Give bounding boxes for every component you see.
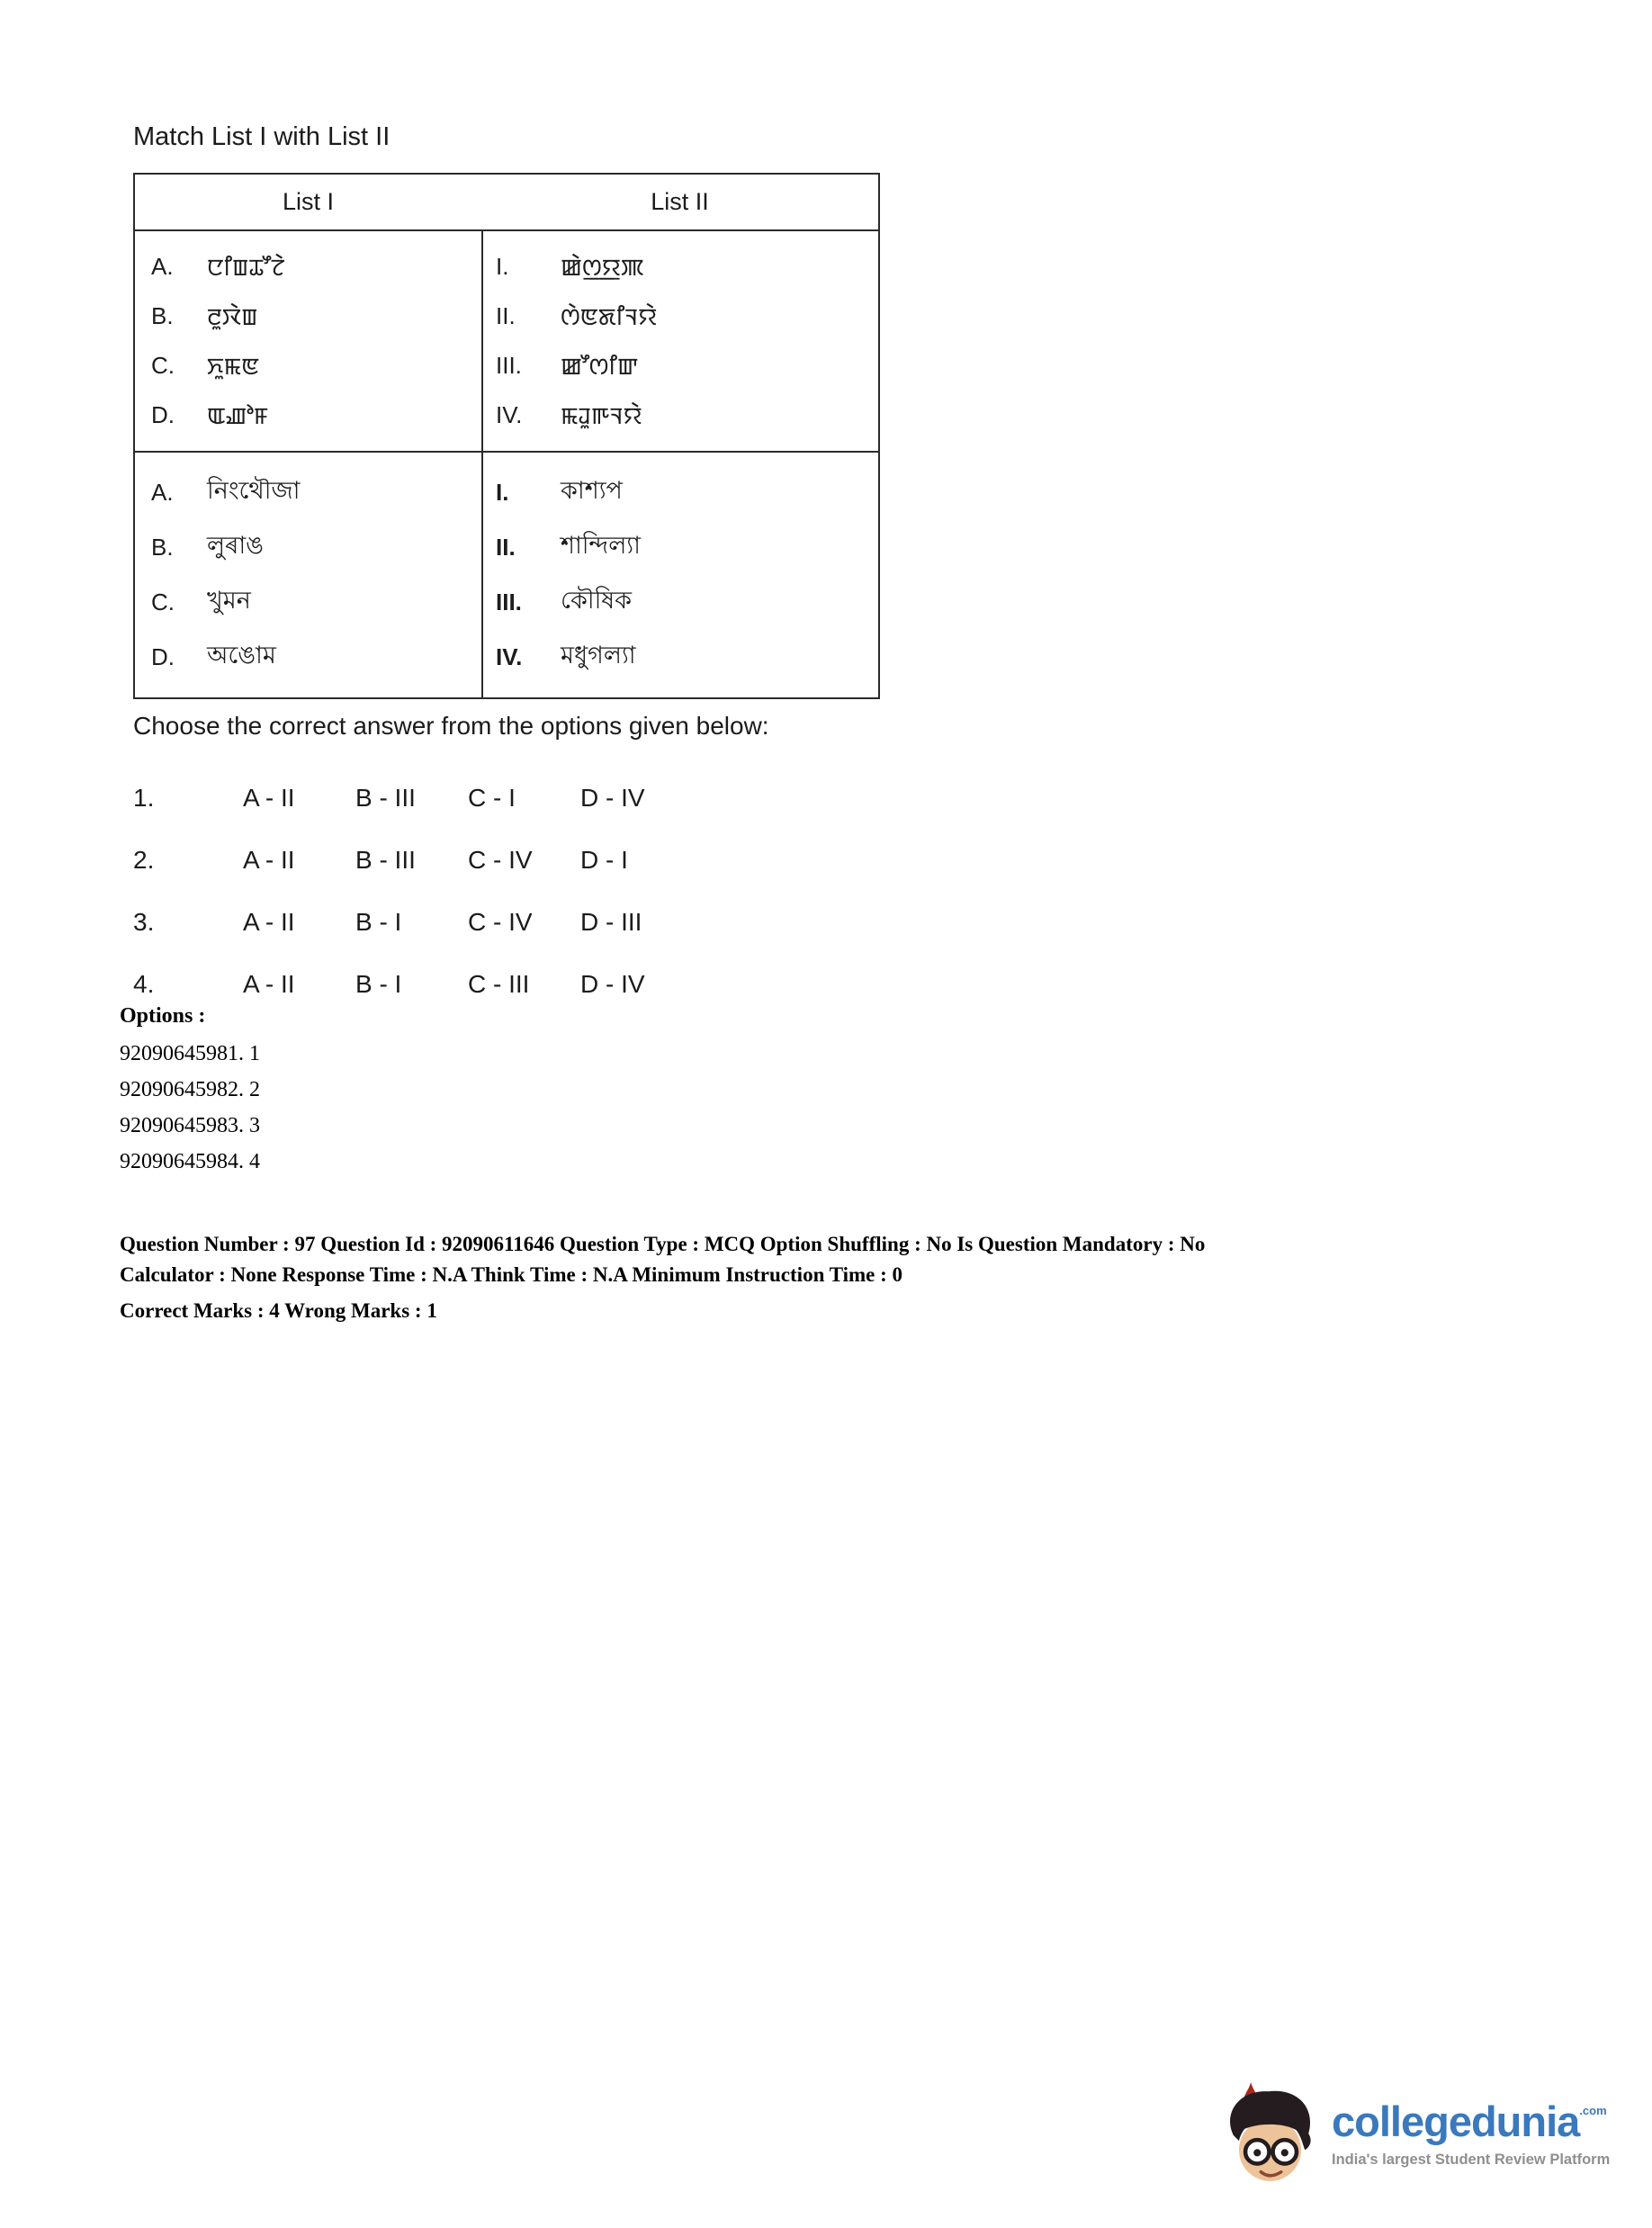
table-row <box>483 630 878 685</box>
table-row <box>135 520 481 575</box>
table-row <box>135 391 481 440</box>
option-pair: C - I <box>468 783 516 812</box>
row-text: ꯀꯧꯁꯤꯛ <box>561 352 639 380</box>
option-id-4: 92090645984. 4 <box>120 1150 260 1173</box>
row-text: ꯈꯨꯃꯟ <box>207 352 260 380</box>
row-label: A. <box>151 253 174 280</box>
row-label: B. <box>151 302 174 329</box>
row-label: IV. <box>496 401 523 428</box>
section1-list1-column <box>135 231 481 451</box>
row-text: ꯅꯤꯡꯊꯧꯖꯥ <box>207 253 285 281</box>
row-text: ꯀꯥꯁ꯭ꯌꯄ <box>561 253 644 281</box>
option-pair: C - IV <box>468 907 533 936</box>
question-meta-line1: Question Number : 97 Question Id : 92090611646 Question Type : MCQ Option Shuffling : No Is Question Mandatory : No <box>120 1233 1206 1255</box>
row-text: ꯑꯉꯣꯝ <box>207 401 269 429</box>
options-title: Options : <box>120 1004 206 1028</box>
match-table <box>133 173 880 699</box>
option-pair: A - II <box>243 907 295 936</box>
question-meta-line2: Calculator : None Response Time : N.A Think Time : N.A Minimum Instruction Time : 0 <box>120 1263 903 1286</box>
option-pair: A - II <box>243 845 295 874</box>
section2-list1-column <box>135 453 481 697</box>
row-label: III. <box>496 588 522 615</box>
option-number: 1. <box>133 783 155 812</box>
row-label: C. <box>151 588 175 615</box>
table-row <box>135 630 481 685</box>
table-row <box>135 341 481 391</box>
row-label: B. <box>151 534 174 561</box>
match-list-heading: Match List I with List II <box>133 122 391 151</box>
mcq-option-3 <box>133 891 693 953</box>
options-id-block <box>120 1004 260 1180</box>
row-text: মধুগল্যা <box>561 642 636 669</box>
option-number: 4. <box>133 969 155 998</box>
option-number: 3. <box>133 907 155 936</box>
mcq-option-2 <box>133 829 693 891</box>
row-label: I. <box>496 253 509 280</box>
row-text: কাশ্যপ <box>561 477 623 504</box>
option-pair: A - II <box>243 783 295 812</box>
row-text: নিংথৌজা <box>207 477 301 504</box>
choose-answer-instruction: Choose the correct answer from the options given below: <box>133 712 769 740</box>
row-text: কৌষিক <box>561 587 633 614</box>
option-number: 2. <box>133 845 155 874</box>
row-label: III. <box>496 352 522 379</box>
table-row <box>483 242 878 292</box>
table-row <box>135 575 481 630</box>
mcq-options-list <box>133 767 693 1015</box>
row-text: লুৰাঙ <box>207 532 264 559</box>
collegedunia-logo <box>1220 2080 1610 2188</box>
row-text: শান্দিল্যা <box>561 532 641 559</box>
option-id-3: 92090645983. 3 <box>120 1114 260 1137</box>
table-row <box>483 341 878 391</box>
section1-list2-column <box>481 231 878 451</box>
table-row <box>483 465 878 520</box>
row-label: A. <box>151 479 174 506</box>
row-label: II. <box>496 534 516 561</box>
table-row <box>483 391 878 440</box>
brand-tld: .com <box>1579 2104 1607 2117</box>
row-text: ꯂꯨꯋꯥꯡ <box>207 302 258 330</box>
table-row <box>135 465 481 520</box>
option-id-1: 92090645981. 1 <box>120 1042 260 1065</box>
option-pair: B - III <box>355 845 416 874</box>
row-label: I. <box>496 479 509 506</box>
section2-list2-column <box>481 453 878 697</box>
option-pair: D - III <box>580 907 642 936</box>
brand-name: collegedunia <box>1332 2098 1580 2145</box>
row-label: II. <box>496 302 516 329</box>
option-pair: B - III <box>355 783 416 812</box>
row-label: IV. <box>496 643 523 670</box>
row-text: ꯃꯙꯨꯒꯜꯌꯥ <box>561 401 642 429</box>
option-pair: A - II <box>243 969 295 998</box>
mcq-option-1 <box>133 767 693 829</box>
option-pair: D - IV <box>580 783 645 812</box>
match-table-header <box>135 175 878 231</box>
row-label: C. <box>151 352 175 379</box>
list2-header: List II <box>651 188 709 215</box>
brand-tagline: India's largest Student Review Platform <box>1332 2152 1611 2168</box>
brand-row <box>1332 2100 1610 2143</box>
option-pair: D - I <box>580 845 628 874</box>
row-text: খুমন <box>207 587 251 614</box>
row-label: D. <box>151 643 175 670</box>
table-row <box>135 292 481 341</box>
option-pair: D - IV <box>580 969 645 998</box>
option-pair: C - III <box>468 969 530 998</box>
row-text: ꯁꯥꯟꯗꯤꯜꯌꯥ <box>561 302 658 330</box>
collegedunia-logo-text <box>1332 2100 1610 2169</box>
list1-header: List I <box>282 188 335 215</box>
table-row <box>135 242 481 292</box>
option-pair: C - IV <box>468 845 533 874</box>
table-section-meitei <box>135 231 878 453</box>
row-text: অঙোম <box>207 642 276 669</box>
table-row <box>483 520 878 575</box>
table-row <box>483 575 878 630</box>
question-marks-line: Correct Marks : 4 Wrong Marks : 1 <box>120 1299 437 1322</box>
row-label: D. <box>151 401 175 428</box>
question-metadata <box>120 1229 1205 1326</box>
table-section-bengali <box>135 453 878 697</box>
option-pair: B - I <box>355 907 402 936</box>
option-id-2: 92090645982. 2 <box>120 1078 260 1101</box>
table-row <box>483 292 878 341</box>
collegedunia-mascot-icon <box>1220 2080 1317 2188</box>
option-pair: B - I <box>355 969 402 998</box>
